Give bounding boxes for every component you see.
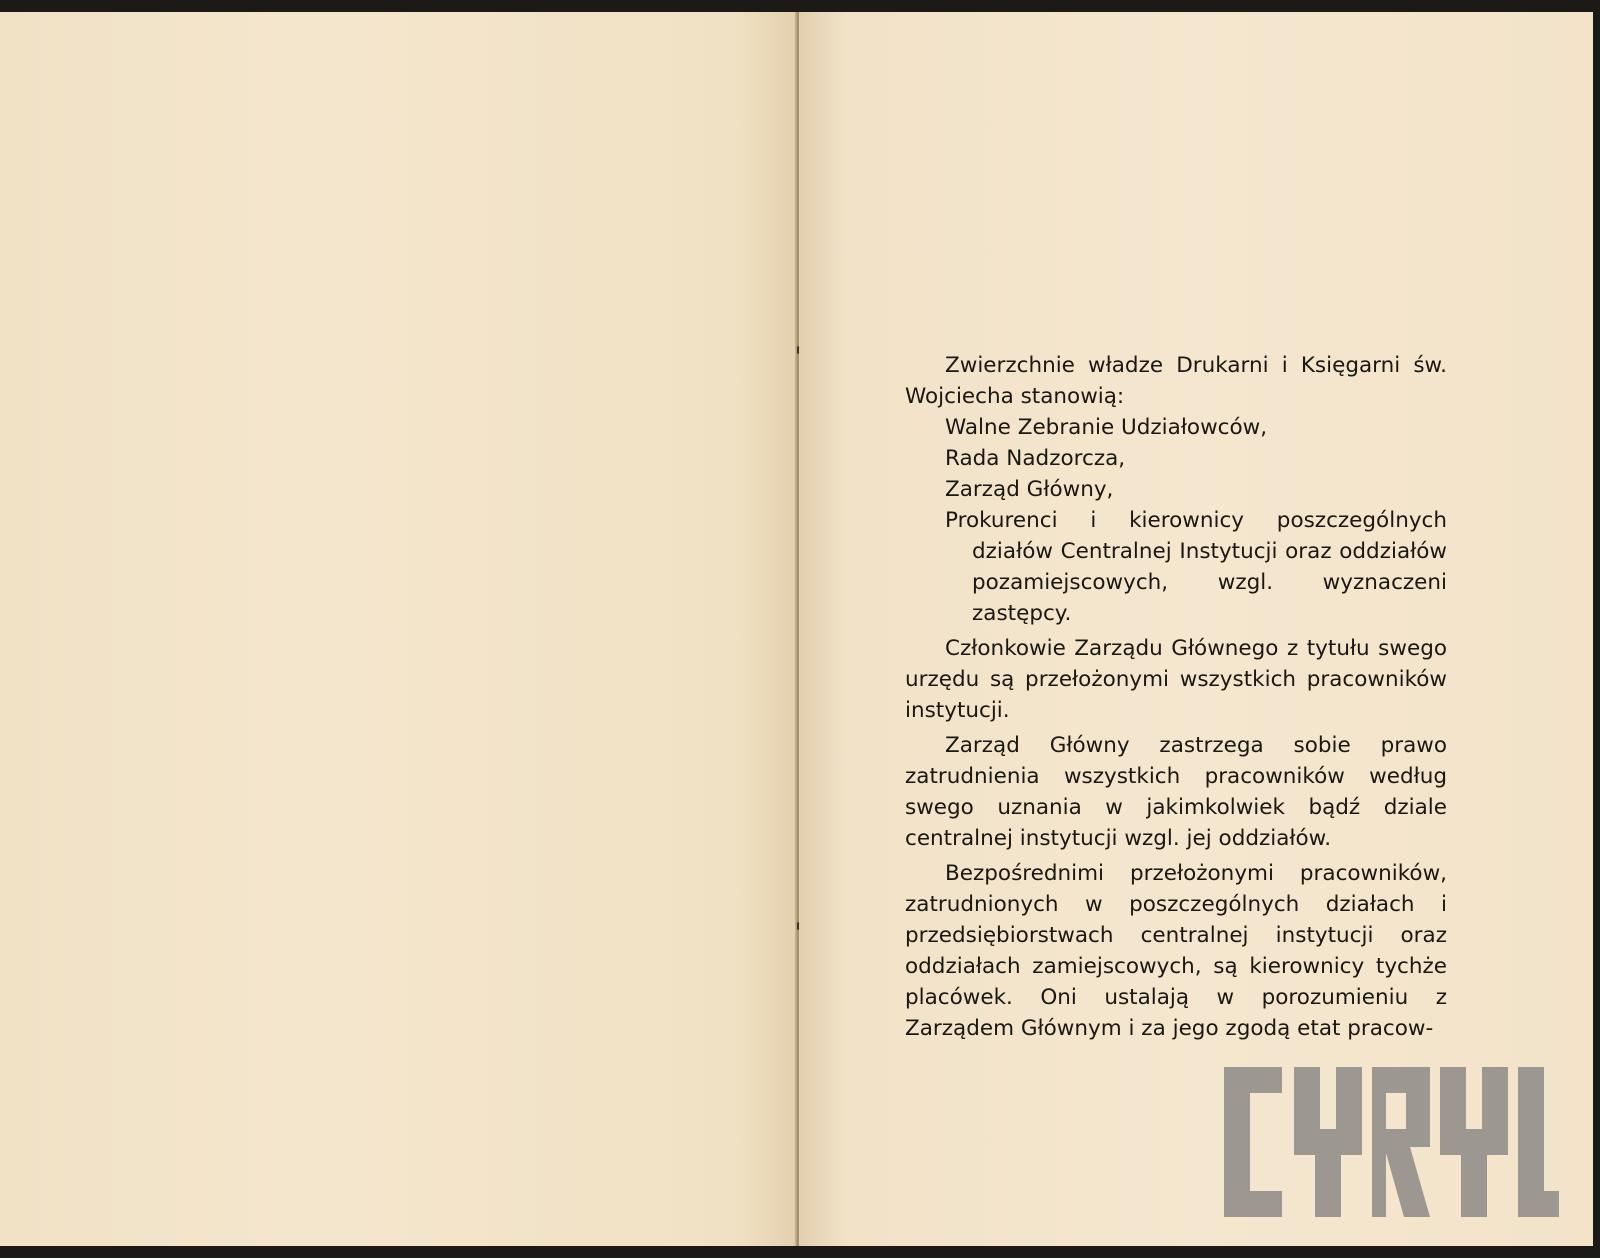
body-paragraph: Członkowie Zarządu Głównego z tytułu swego urzędu są przełożonymi wszystkich pracowników instytucji. (905, 636, 1447, 723)
body-paragraph: Zarząd Główny zastrzega sobie prawo zatrudnienia wszystkich pracowników według swego uznania w jakimkolwiek bądź dziale centralnej instytucji wzgl. jej oddziałów. (905, 733, 1447, 851)
cyryl-watermark-logo (1224, 1067, 1559, 1217)
watermark-letter-y (1294, 1067, 1362, 1217)
authority-item: Prokurenci i kierownicy poszczególnych działów Centralnej Instytucji oraz oddziałów pozamiejscowych, wzgl. wyznaczeni zastępcy. (945, 508, 1447, 626)
authority-item: Rada Nadzorcza, (945, 446, 1126, 471)
bleed-through-shadow (150, 202, 710, 267)
watermark-letter-y (1440, 1067, 1508, 1217)
authority-item: Zarząd Główny, (945, 477, 1114, 502)
watermark-letter-r (1372, 1067, 1430, 1217)
authorities-list (905, 412, 1447, 629)
intro-paragraph: Zwierzchnie władze Drukarni i Księgarni św. Wojciecha stanowią: (905, 353, 1447, 409)
watermark-letter-l (1518, 1067, 1559, 1217)
left-page (0, 12, 797, 1246)
body-paragraph: Bezpośrednimi przełożonymi pracowników, zatrudnionych w poszczególnych działach i przedsiębiorstwach centralnej instytucji oraz oddziałach zamiejscowych, są kierownicy tychże placówek. Oni ustalają w porozumieniu z Zarządem Głównym i za jego zgodą etat pracow- (905, 861, 1447, 1041)
authority-item: Walne Zebranie Udziałowców, (945, 415, 1268, 440)
page-text (905, 350, 1447, 1044)
watermark-letter-c (1224, 1067, 1282, 1217)
